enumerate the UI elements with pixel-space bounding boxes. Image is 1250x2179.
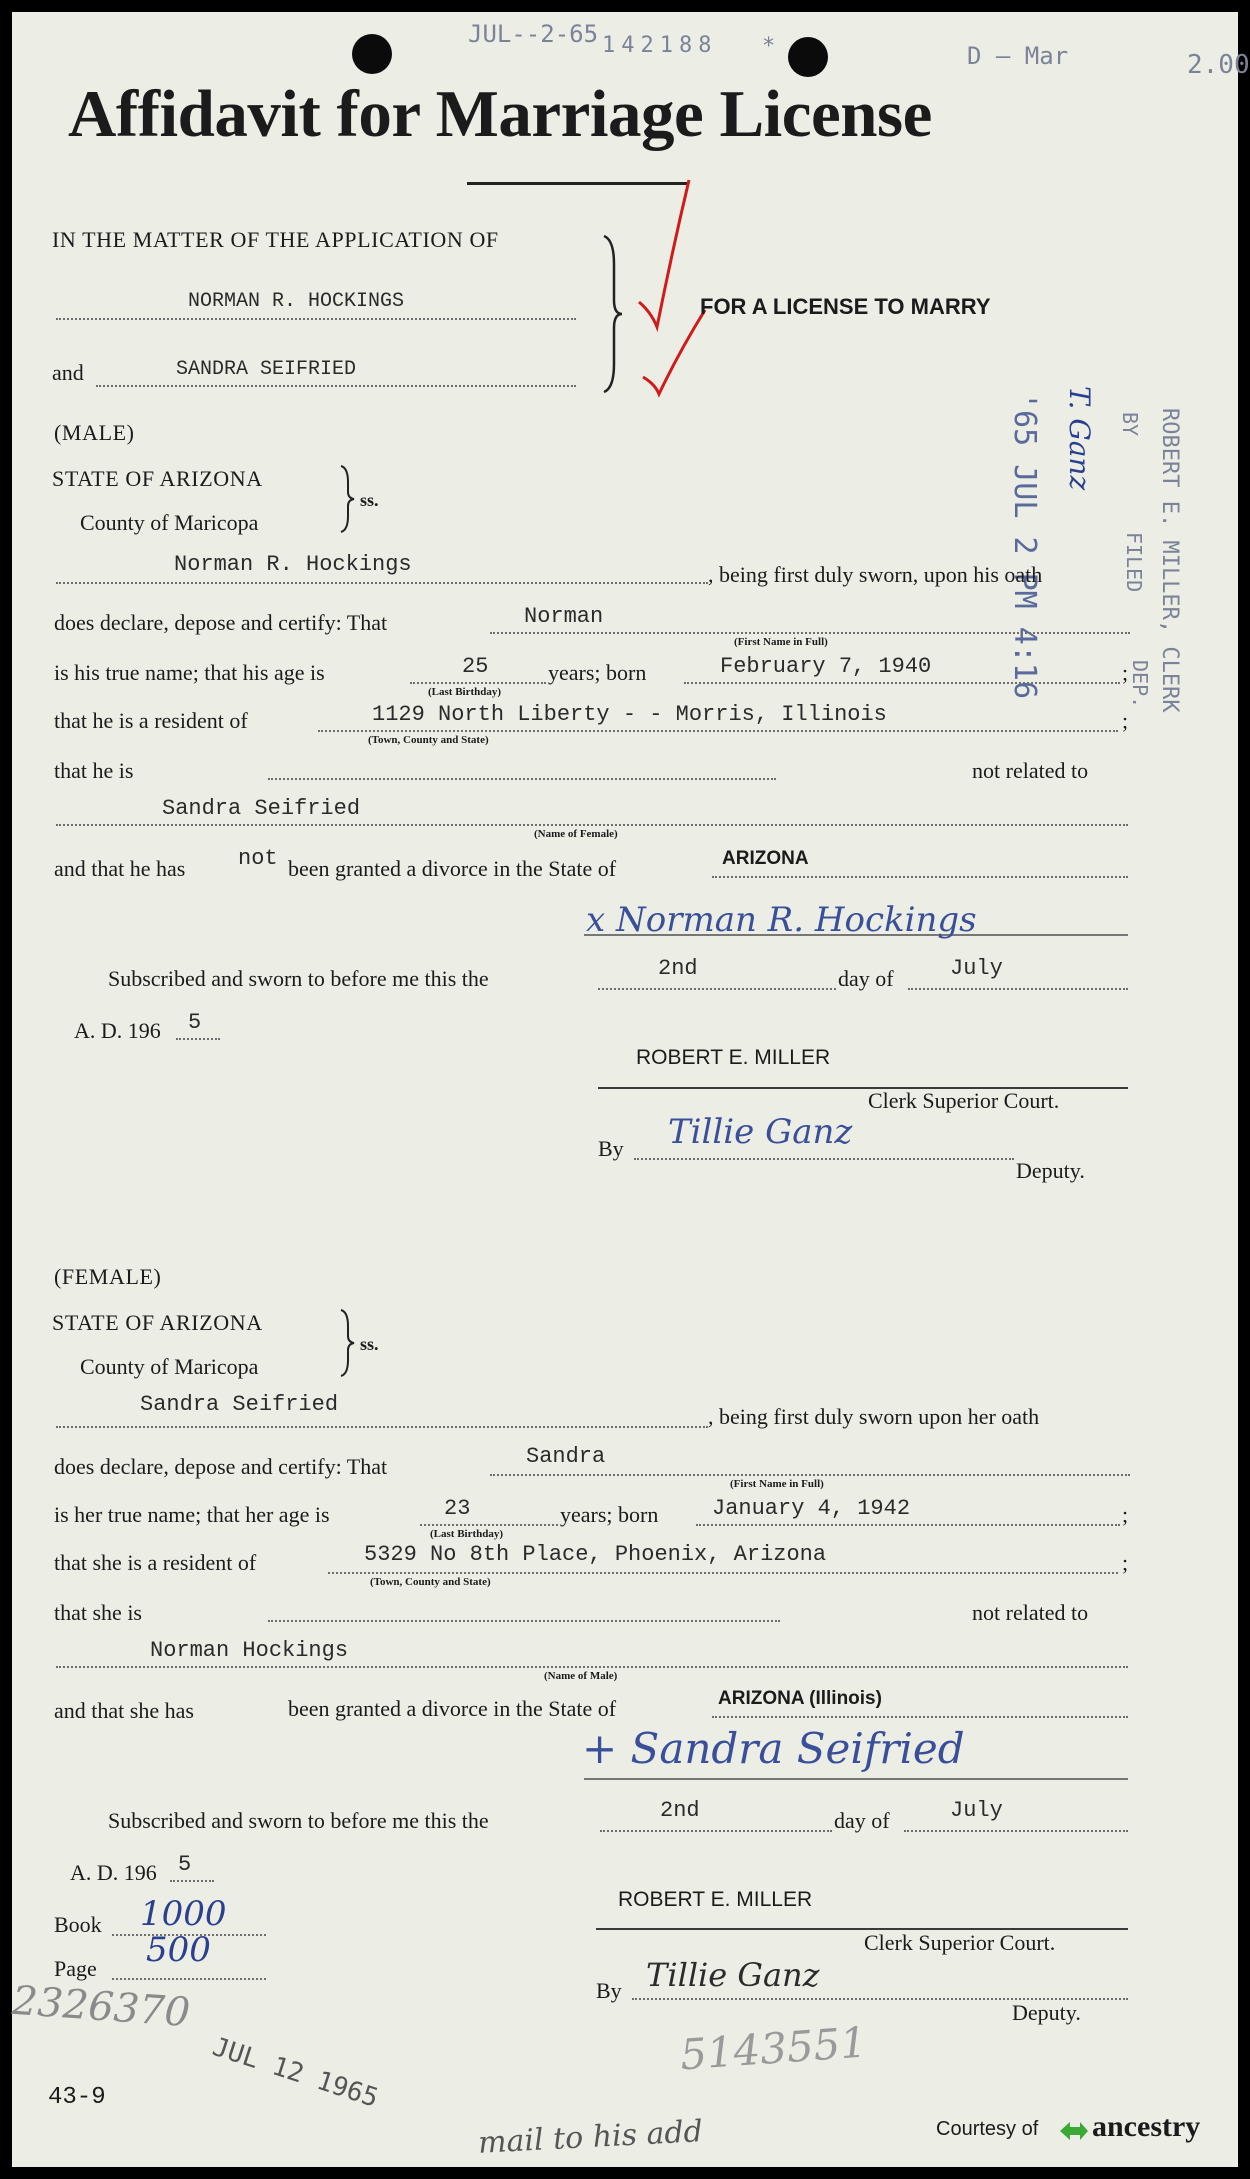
female-born-line — [696, 1524, 1120, 1526]
fee-stamp: 2.00 — [1187, 50, 1250, 80]
female-semicolon-2: ; — [1122, 1550, 1129, 1575]
female-residence-caption: (Town, County and State) — [370, 1576, 491, 1588]
book-number: 1000 — [140, 1894, 227, 1934]
male-month-line — [908, 988, 1128, 990]
application-intro: IN THE MATTER OF THE APPLICATION OF — [52, 227, 499, 252]
male-that-text: that he is — [54, 758, 134, 783]
female-first-name-caption: (First Name in Full) — [730, 1478, 824, 1490]
page-number: 500 — [146, 1930, 211, 1970]
male-age-caption: (Last Birthday) — [428, 686, 502, 698]
male-brace-icon — [338, 464, 358, 534]
female-by: By — [596, 1978, 622, 2003]
female-sworn-text: , being first duly sworn upon her oath — [708, 1404, 1040, 1429]
female-partner-caption: (Name of Male) — [544, 1670, 618, 1682]
female-month-line — [904, 1830, 1128, 1832]
male-born-line — [684, 682, 1120, 684]
received-stamp: '65 JUL 2 PM 4:16 — [1007, 392, 1042, 700]
applicant2-line — [96, 385, 576, 387]
license-purpose: FOR A LICENSE TO MARRY — [700, 294, 991, 319]
female-first-name: Sandra — [526, 1444, 606, 1469]
male-age-line — [410, 682, 546, 684]
male-affiant: Norman R. Hockings — [174, 552, 412, 577]
and-label: and — [52, 360, 84, 385]
male-residence: 1129 North Liberty - - Morris, Illinois — [372, 702, 887, 727]
male-by: By — [598, 1136, 624, 1161]
male-residence-line — [318, 730, 1118, 732]
female-clerk-name: ROBERT E. MILLER — [618, 1888, 813, 1911]
male-first-name: Norman — [524, 604, 604, 629]
applicant1-line — [56, 318, 576, 320]
file-code-stamp: D — Mar — [967, 42, 1069, 70]
punch-hole-left — [352, 34, 392, 74]
applicant1-name: NORMAN R. HOCKINGS — [188, 290, 405, 313]
female-divorce-state: ARIZONA (Illinois) — [718, 1688, 882, 1709]
male-month: July — [950, 956, 1003, 981]
female-that-text: that she is — [54, 1600, 142, 1625]
female-divorce-prefix: and that she has — [54, 1698, 194, 1723]
male-partner: Sandra Seifried — [162, 796, 361, 821]
ancestry-leaf-icon — [1058, 2118, 1090, 2144]
male-sworn-text: , being first duly sworn, upon his oath — [708, 562, 1043, 587]
female-court: Clerk Superior Court. — [864, 1930, 1056, 1955]
male-partner-line — [56, 824, 1128, 826]
recorder-stamp: ROBERT E. MILLER, CLERK — [1157, 408, 1182, 713]
male-deputy-line — [634, 1158, 1014, 1160]
male-true-name-text: is his true name; that his age is — [54, 660, 325, 685]
female-deputy: Deputy. — [1012, 2000, 1081, 2025]
filing-date-stamp: JUL--2-65 — [468, 20, 599, 48]
male-first-name-caption: (First Name in Full) — [734, 636, 828, 648]
page-line — [112, 1978, 266, 1980]
male-not-related: not related to — [972, 758, 1089, 783]
female-semicolon-1: ; — [1122, 1502, 1129, 1527]
male-state: STATE OF ARIZONA — [52, 466, 263, 491]
male-subscribed-text: Subscribed and sworn to before me this the — [108, 966, 489, 991]
male-county: County of Maricopa — [80, 510, 259, 535]
applicant2-name: SANDRA SEIFRIED — [176, 358, 357, 381]
male-divorce-state: ARIZONA — [722, 848, 809, 869]
male-day-of-text: day of — [838, 966, 894, 991]
female-resident-text: that she is a resident of — [54, 1550, 257, 1575]
form-number: 43-9 — [48, 2084, 106, 2111]
female-year-digit: 5 — [178, 1852, 192, 1877]
female-year-line — [170, 1880, 214, 1882]
female-heading: (FEMALE) — [54, 1264, 162, 1289]
female-month: July — [950, 1798, 1003, 1823]
male-ad-text: A. D. 196 — [74, 1018, 161, 1043]
female-partner-line — [56, 1666, 1128, 1668]
male-divorce-not: not — [238, 846, 278, 871]
female-divorce-text: been granted a divorce in the State of — [288, 1696, 617, 1721]
male-partner-caption: (Name of Female) — [534, 828, 618, 840]
female-county: County of Maricopa — [80, 1354, 259, 1379]
male-first-name-line — [490, 632, 1130, 634]
female-relation-line — [268, 1620, 780, 1622]
female-not-related: not related to — [972, 1600, 1089, 1625]
female-age-line — [420, 1524, 558, 1526]
courtesy-text: Courtesy of — [936, 2118, 1039, 2140]
by-stamp: BY — [1118, 412, 1142, 437]
male-clerk-name: ROBERT E. MILLER — [636, 1046, 831, 1069]
female-years-born-text: years; born — [560, 1502, 659, 1527]
female-day: 2nd — [660, 1798, 700, 1823]
female-age-caption: (Last Birthday) — [430, 1528, 504, 1540]
stamp-initials: T. Ganz — [1063, 386, 1096, 491]
male-divorce-text: been granted a divorce in the State of — [288, 856, 617, 881]
pencil-number: 2326370 — [10, 1977, 192, 2037]
male-deputy: Deputy. — [1016, 1158, 1085, 1183]
female-subscribed-text: Subscribed and sworn to before me this the — [108, 1808, 489, 1833]
certificate-number: 5143551 — [678, 2017, 869, 2080]
female-deputy-signature: Tillie Ganz — [646, 1956, 820, 1994]
male-day: 2nd — [658, 956, 698, 981]
female-first-name-line — [490, 1474, 1130, 1476]
male-semicolon-2: ; — [1122, 708, 1129, 733]
female-ss: ss. — [360, 1334, 379, 1354]
female-divorce-line — [712, 1716, 1128, 1718]
male-signature: x Norman R. Hockings — [586, 900, 977, 940]
male-declare-text: does declare, depose and certify: That — [54, 610, 388, 635]
female-day-line — [600, 1830, 832, 1832]
female-age: 23 — [444, 1496, 471, 1521]
female-affiant: Sandra Seifried — [140, 1392, 339, 1417]
male-divorce-prefix: and that he has — [54, 856, 186, 881]
male-born: February 7, 1940 — [720, 654, 932, 679]
document-title: Affidavit for Marriage License — [68, 77, 932, 151]
dep-stamp: DEP. — [1128, 660, 1152, 709]
male-divorce-line — [712, 876, 1128, 878]
female-brace-icon — [338, 1308, 358, 1378]
male-resident-text: that he is a resident of — [54, 708, 248, 733]
female-signature: + Sandra Seifried — [582, 1724, 965, 1773]
page-label: Page — [54, 1956, 97, 1981]
male-residence-caption: (Town, County and State) — [368, 734, 489, 746]
female-day-of-text: day of — [834, 1808, 890, 1833]
brace-icon — [598, 234, 626, 394]
male-semicolon-1: ; — [1122, 660, 1129, 685]
male-years-born-text: years; born — [548, 660, 647, 685]
male-relation-line — [268, 778, 776, 780]
female-born: January 4, 1942 — [712, 1496, 911, 1521]
male-age: 25 — [462, 654, 489, 679]
male-court: Clerk Superior Court. — [868, 1088, 1060, 1113]
affidavit-document — [10, 12, 1250, 2167]
male-heading: (MALE) — [54, 420, 135, 445]
star-mark: * — [762, 34, 776, 59]
male-deputy-signature: Tillie Ganz — [668, 1112, 853, 1152]
female-ad-text: A. D. 196 — [70, 1860, 157, 1885]
male-year-line — [176, 1038, 220, 1040]
male-ss: ss. — [360, 490, 379, 510]
ancestry-brand: ancestry — [1092, 2110, 1201, 2143]
serial-number-stamp: 142188 — [602, 33, 718, 58]
book-label: Book — [54, 1912, 102, 1937]
female-state: STATE OF ARIZONA — [52, 1310, 263, 1335]
mail-note: mail to his add — [477, 2114, 704, 2161]
punch-hole-right — [788, 37, 828, 77]
female-affiant-line — [56, 1426, 708, 1428]
male-day-line — [598, 988, 836, 990]
female-true-name-text: is her true name; that her age is — [54, 1502, 330, 1527]
filed-stamp: FILED — [1122, 532, 1146, 593]
female-signature-line — [584, 1778, 1128, 1780]
check-mark-icon — [627, 162, 717, 402]
female-partner: Norman Hockings — [150, 1638, 349, 1663]
recorded-date-stamp: JUL 12 1965 — [208, 2032, 382, 2114]
female-residence-line — [328, 1572, 1118, 1574]
male-affiant-line — [56, 582, 708, 584]
female-declare-text: does declare, depose and certify: That — [54, 1454, 388, 1479]
male-year-digit: 5 — [188, 1010, 202, 1035]
female-residence: 5329 No 8th Place, Phoenix, Arizona — [364, 1542, 827, 1567]
